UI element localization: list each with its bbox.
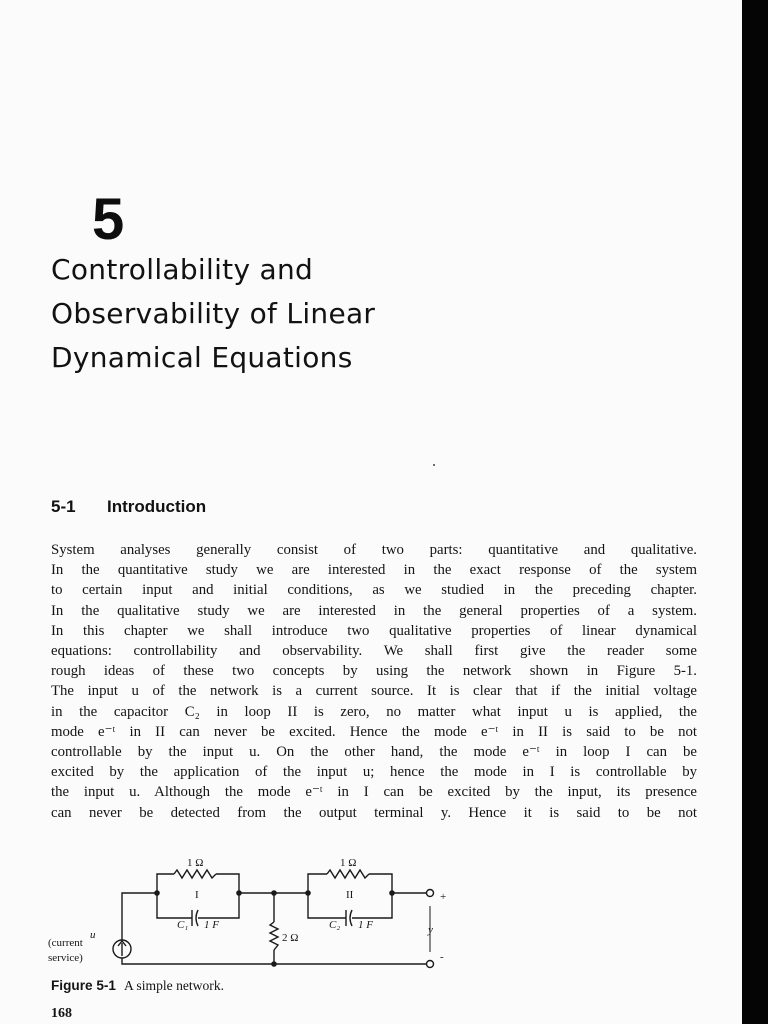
text-line: In the quantitative study we are interested in the exact response of the system: [51, 562, 697, 579]
source-note: (current: [48, 937, 83, 949]
wire: [122, 893, 157, 933]
junction-dot: [271, 890, 277, 896]
source-arrow: [118, 941, 126, 956]
text-line: in the capacitor C₂ in loop II is zero, no matter what input u is applied, the: [51, 703, 697, 720]
figure-caption: [51, 977, 224, 995]
chapter-title-line: Dynamical Equations: [51, 341, 353, 374]
text-line: equations: controllability and observability. We shall first give the reader some: [51, 643, 697, 660]
caption-text: A simple network.: [123, 978, 225, 993]
capacitor-c2: [346, 910, 352, 926]
section-number: 5-1: [51, 497, 76, 516]
junction-dot: [389, 890, 395, 896]
network-figure: [44, 848, 474, 973]
circuit-diagram: [44, 848, 474, 973]
shunt-resistor-label: 2 Ω: [282, 932, 299, 944]
text-line: the input u. Although the mode e⁻ᵗ in I can be excited by the input, its presence: [51, 784, 697, 801]
junction-dot: [271, 961, 277, 967]
junction-dot: [305, 890, 311, 896]
chapter-title-line: Observability of Linear: [51, 297, 376, 330]
text-line: controllable by the input u. On the other hand, the mode e⁻ᵗ in loop I can be: [51, 744, 697, 761]
resistor-r1: [174, 870, 216, 878]
r2-label: 1 Ω: [340, 857, 357, 869]
text-line: The input u of the network is a current source. It is clear that if the initial voltage: [51, 683, 697, 700]
chapter-title: [51, 248, 611, 380]
c2-label: C₂: [329, 919, 341, 931]
chapter-number: 5: [92, 187, 125, 252]
text-line: System analyses generally consist of two parts: quantitative and qualitative.: [51, 542, 697, 558]
output-label: y: [428, 924, 433, 936]
c2-value: 1 F: [358, 919, 373, 931]
text-line: rough ideas of these two concepts by using the network shown in Figure 5-1.: [51, 663, 697, 680]
junction-dot: [236, 890, 242, 896]
c1-value: 1 F: [204, 919, 219, 931]
text-line: mode e⁻ᵗ in II can never be excited. Hence the mode e⁻ᵗ in II is said to be not: [51, 723, 697, 740]
minus-label: -: [440, 951, 444, 963]
section-title: Introduction: [107, 497, 207, 516]
text-line: In this chapter we shall introduce two qualitative properties of linear dynamical: [51, 622, 697, 639]
r1-label: 1 Ω: [187, 857, 204, 869]
body-paragraph: [51, 540, 697, 823]
resistor-shunt: [270, 922, 278, 950]
plus-label: +: [440, 891, 447, 903]
source-label: u: [90, 929, 96, 941]
resistor-r2: [327, 870, 369, 878]
c1-label: C₁: [177, 919, 189, 931]
source-note: service): [48, 952, 83, 964]
junction-dot: [154, 890, 160, 896]
loop-i-label: I: [195, 889, 199, 901]
text-line: In the qualitative study we are interested in the general properties of a system.: [51, 602, 697, 619]
chapter-title-line: Controllability and: [51, 253, 314, 286]
capacitor-c1: [192, 910, 198, 926]
output-terminal-minus: [427, 961, 434, 968]
scan-speck: [433, 464, 435, 466]
page-number: 168: [51, 1006, 72, 1021]
text-line: excited by the application of the input u; hence the mode in I is controllable by: [51, 764, 697, 781]
text-line: can never be detected from the output terminal y. Hence it is said to be not: [51, 804, 697, 821]
text-line: to certain input and initial conditions, as we studied in the preceding chapter.: [51, 582, 697, 599]
output-terminal-plus: [427, 890, 434, 897]
caption-label: Figure 5-1: [51, 978, 116, 993]
book-spine-shadow: [742, 0, 768, 1024]
section-heading: [51, 495, 206, 519]
loop-ii-label: II: [346, 889, 354, 901]
